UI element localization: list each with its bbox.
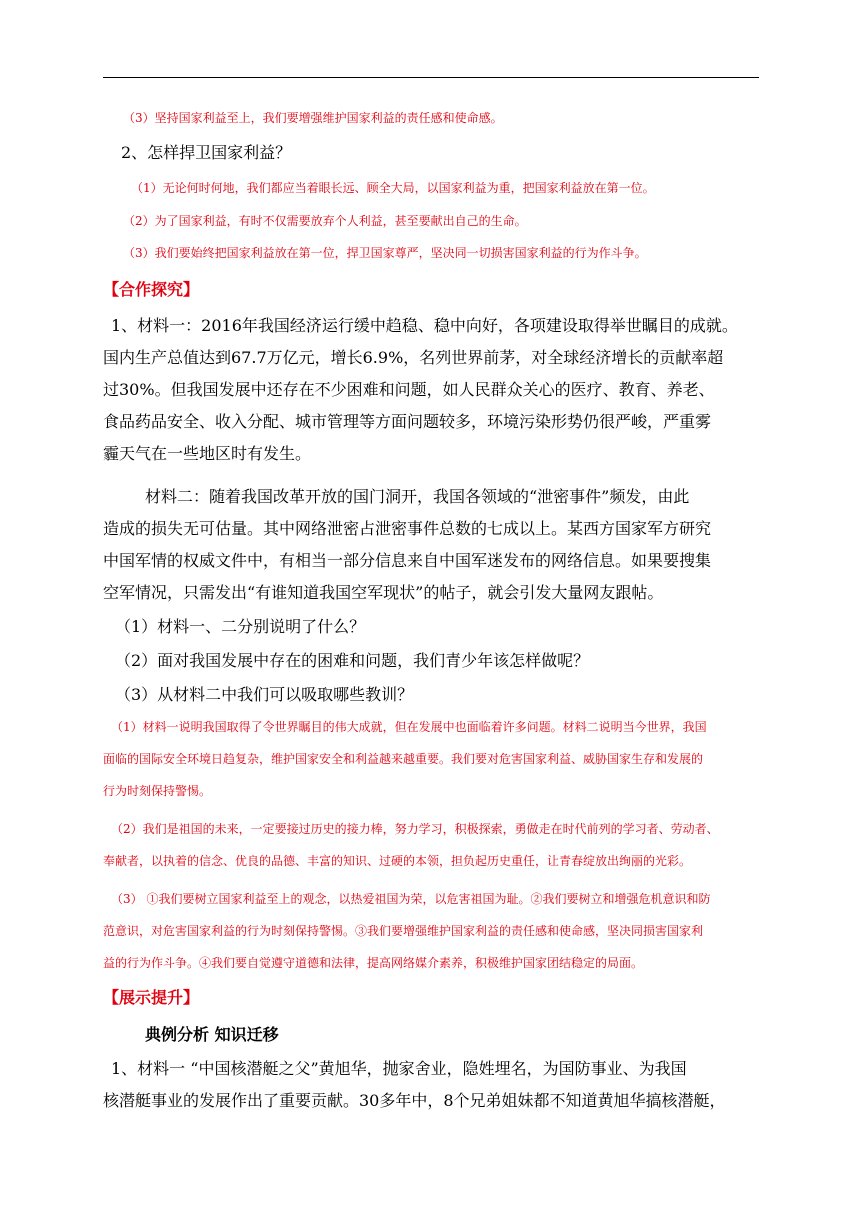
header-rule xyxy=(103,77,759,78)
text-line: （3） ①我们要树立国家利益至上的观念，以热爱祖国为荣，以危害祖国为耻。②我们要树立和增强危机意识和防 xyxy=(111,892,711,906)
text-line: 范意识，对危害国家利益的行为时刻保持警惕。③我们要增强维护国家利益的责任感和使命感，坚决同损害国家利 xyxy=(103,924,704,938)
text-line: （2）为了国家利益，有时不仅需要放弃个人利益，甚至要献出自己的生命。 xyxy=(123,214,527,228)
text-line: （2）面对我国发展中存在的困难和问题，我们青少年该怎样做呢？ xyxy=(115,651,590,670)
text-line: 中国军情的权威文件中，有相当一部分信息来自中国军迷发布的网络信息。如果要搜集 xyxy=(103,551,712,570)
text-line: 核潜艇事业的发展作出了重要贡献。30多年中，8个兄弟姐妹都不知道黄旭华搞核潜艇， xyxy=(103,1091,726,1110)
text-line: 空军情况，只需发出“有谁知道我国空军现状”的帖子，就会引发大量网友跟帖。 xyxy=(103,583,664,602)
text-line: （1）材料一说明我国取得了令世界瞩目的伟大成就，但在发展中也面临着许多问题。材料二说明当今世界，我国 xyxy=(111,720,707,734)
text-line: 奉献者，以执着的信念、优良的品德、丰富的知识、过硬的本领，担负起历史重任，让青春绽放出绚丽的光彩。 xyxy=(103,854,692,868)
text-line: 1、材料一 “中国核潜艇之父”黄旭华，抛家舍业，隐姓埋名，为国防事业、为我国 xyxy=(111,1059,687,1078)
text-line: 益的行为作斗争。④我们要自觉遵守道德和法律，提高网络媒介素养，积极维护国家团结稳定的局面。 xyxy=(103,956,644,970)
text-line: 1、材料一：2016年我国经济运行缓中趋稳、稳中向好，各项建设取得举世瞩目的成就。 xyxy=(111,316,738,335)
text-line: （1）无论何时何地，我们都应当着眼长远、顾全大局，以国家利益为重，把国家利益放在第一位。 xyxy=(131,181,655,195)
text-line: 面临的国际安全环境日趋复杂，维护国家安全和利益越来越重要。我们要对危害国家利益、威胁国家生存和发展的 xyxy=(103,752,704,766)
text-line: 【合作探究】 xyxy=(103,280,200,299)
text-line: 造成的损失无可估量。其中网络泄密占泄密事件总数的七成以上。某西方国家军方研究 xyxy=(103,519,712,538)
text-line: 2、怎样捍卫国家利益？ xyxy=(121,143,292,162)
text-line: 典例分析 知识迁移 xyxy=(145,1025,279,1044)
text-line: 霾天气在一些地区时有发生。 xyxy=(103,444,312,463)
text-line: 国内生产总值达到67.7万亿元，增长6.9%，名列世界前茅，对全球经济增长的贡献率超 xyxy=(103,348,724,367)
text-line: （3）坚持国家利益至上，我们要增强维护国家利益的责任感和使命感。 xyxy=(123,111,503,125)
text-line: （3）从材料二中我们可以吸取哪些教训？ xyxy=(115,685,414,704)
text-line: 行为时刻保持警惕。 xyxy=(103,784,212,798)
text-line: （1）材料一、二分别说明了什么？ xyxy=(115,617,366,636)
text-line: 食品药品安全、收入分配、城市管理等方面问题较多，环境污染形势仍很严峻，严重雾 xyxy=(103,412,712,431)
text-line: 过30%。但我国发展中还存在不少困难和问题，如人民群众关心的医疗、教育、养老、 xyxy=(103,380,715,399)
text-line: （2）我们是祖国的未来，一定要接过历史的接力棒，努力学习，积极探索，勇做走在时代前列的学习者、劳动者、 xyxy=(111,822,719,836)
text-line: 材料二：随着我国改革开放的国门洞开，我国各领域的“泄密事件”频发，由此 xyxy=(145,487,690,506)
text-line: （3）我们要始终把国家利益放在第一位，捍卫国家尊严，坚决同一切损害国家利益的行为作斗争。 xyxy=(123,246,647,260)
text-line: 【展示提升】 xyxy=(103,988,200,1007)
